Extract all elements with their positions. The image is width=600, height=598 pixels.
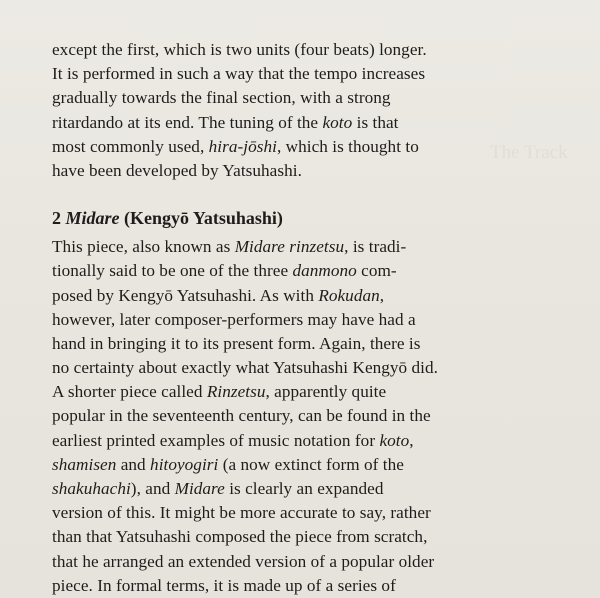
text-line: A shorter piece called Rinzetsu, apparently quite — [52, 382, 387, 402]
text-line: version of this. It might be more accurate to say, rather — [52, 503, 431, 523]
text-line: however, later composer-performers may have had a — [52, 309, 416, 329]
paragraph-midare — [52, 235, 542, 598]
text-line: shakuhachi), and Midare is clearly an expanded — [52, 479, 384, 498]
section-number: 2 — [52, 208, 61, 229]
text-line: ritardando at its end. The tuning of the koto is that — [52, 112, 399, 132]
text-line: posed by Kengyō Yatsuhashi. As with Rokudan, — [52, 285, 385, 305]
text-line: no certainty about exactly what Yatsuhashi Kengyō did. — [52, 358, 439, 378]
section-heading — [52, 205, 542, 231]
section-title: Midare — [65, 208, 120, 229]
text-line: gradually towards the final section, with a strong — [52, 88, 391, 108]
paragraph-tempo-tuning — [52, 38, 542, 183]
text-line: piece. In formal terms, it is made up of a series of — [52, 575, 396, 595]
text-column — [52, 38, 542, 598]
text-line: popular in the seventeenth century, can be found in the — [52, 406, 431, 426]
text-line: except the first, which is two units (four beats) longer. — [52, 40, 427, 59]
text-line: most commonly used, hira-jōshi, which is thought to — [52, 136, 419, 156]
text-line: than that Yatsuhashi composed the piece from scratch, — [52, 527, 428, 547]
text-line: that he arranged an extended version of a popular older — [52, 551, 435, 571]
section-composer: (Kengyō Yatsuhashi) — [124, 208, 283, 229]
text-line: hand in bringing it to its present form. Again, there is — [52, 333, 421, 353]
text-line: This piece, also known as Midare rinzetsu, is tradi- — [52, 237, 407, 257]
bleed-through-text: The Track — [490, 142, 568, 163]
text-line: shamisen and hitoyogiri (a now extinct form of the — [52, 454, 404, 474]
text-line: It is performed in such a way that the tempo increases — [52, 64, 426, 84]
text-line: tionally said to be one of the three danmono com- — [52, 261, 397, 281]
text-line: earliest printed examples of music notation for koto, — [52, 430, 414, 450]
text-line: have been developed by Yatsuhashi. — [52, 160, 302, 180]
